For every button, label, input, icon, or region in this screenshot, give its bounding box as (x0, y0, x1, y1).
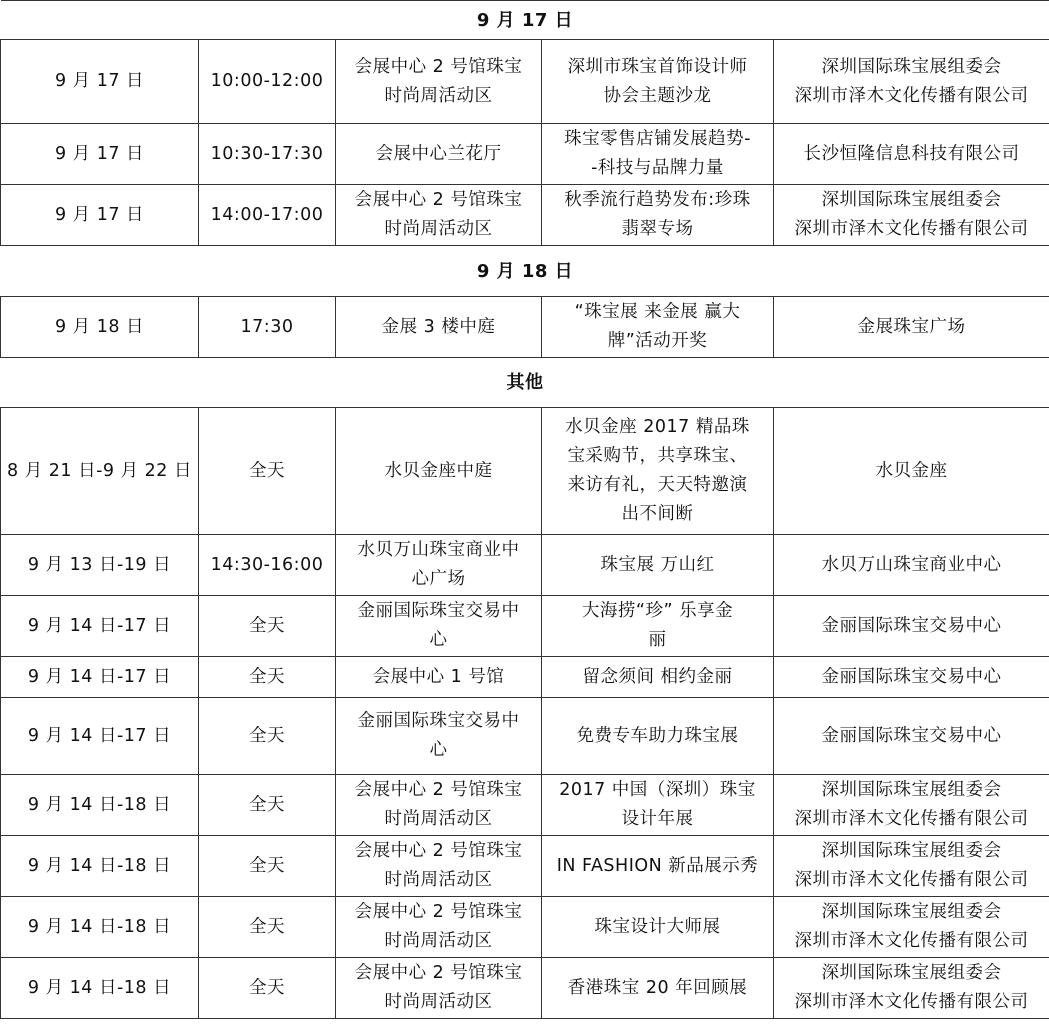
date-cell: 9 月 14 日-18 日 (1, 836, 199, 897)
event-line: 珠宝展 万山红 (600, 554, 715, 575)
date-cell: 9 月 14 日-17 日 (1, 657, 199, 698)
event-cell (542, 297, 774, 358)
venue-line: 金丽国际珠宝交易中 (357, 601, 520, 621)
time-cell: 全天 (199, 958, 336, 1019)
section-title: 9 月 17 日 (1, 1, 1049, 40)
event-cell (542, 408, 774, 535)
date-cell: 9 月 14 日-17 日 (1, 698, 199, 775)
date-cell: 9 月 14 日-18 日 (1, 775, 199, 836)
table-row (1, 897, 1049, 958)
table-row (1, 535, 1049, 596)
venue-line: 时尚周活动区 (384, 85, 493, 106)
event-cell (542, 185, 774, 246)
section-header-row (1, 358, 1049, 408)
organizer-line: 长沙恒隆信息科技有限公司 (803, 143, 1020, 164)
venue-cell (336, 775, 542, 836)
organizer-cell (774, 698, 1049, 775)
event-cell (542, 897, 774, 958)
date-cell: 9 月 17 日 (1, 124, 199, 185)
table-row (1, 775, 1049, 836)
organizer-line: 金丽国际珠宝交易中心 (821, 725, 1002, 746)
time-cell: 全天 (199, 596, 336, 657)
organizer-cell (774, 775, 1049, 836)
organizer-line: 深圳市泽木文化传播有限公司 (794, 931, 1029, 951)
date-cell: 8 月 21 日-9 月 22 日 (1, 408, 199, 535)
event-line: 免费专车助力珠宝展 (576, 725, 739, 746)
venue-cell (336, 535, 542, 596)
venue-line: 水贝金座中庭 (384, 460, 493, 481)
organizer-line: 金丽国际珠宝交易中心 (821, 666, 1002, 687)
time-cell: 14:30-16:00 (199, 535, 336, 596)
event-line: 深圳市珠宝首饰设计师 (567, 56, 748, 77)
table-row (1, 596, 1049, 657)
event-line: 翡翠专场 (621, 219, 694, 239)
organizer-line: 深圳国际珠宝展组委会 (821, 841, 1002, 861)
venue-line: 会展中心 2 号馆珠宝 (354, 56, 523, 77)
event-line: IN FASHION 新品展示秀 (556, 855, 759, 876)
time-cell: 全天 (199, 698, 336, 775)
event-cell (542, 657, 774, 698)
organizer-line: 深圳市泽木文化传播有限公司 (794, 809, 1029, 829)
venue-line: 金展 3 楼中庭 (381, 316, 496, 337)
venue-line: 时尚周活动区 (384, 931, 493, 951)
venue-cell (336, 297, 542, 358)
event-cell (542, 836, 774, 897)
venue-cell (336, 958, 542, 1019)
event-line: 牌”活动开奖 (607, 331, 708, 351)
venue-line: 会展中心兰花厅 (375, 143, 502, 164)
time-cell: 17:30 (199, 297, 336, 358)
schedule-body (1, 1, 1049, 1019)
event-line: 来访有礼，天天特邀演 (567, 475, 748, 495)
time-cell: 全天 (199, 775, 336, 836)
date-cell: 9 月 17 日 (1, 185, 199, 246)
venue-line: 时尚周活动区 (384, 870, 493, 890)
organizer-line: 深圳市泽木文化传播有限公司 (794, 85, 1029, 106)
venue-line: 会展中心 2 号馆珠宝 (354, 780, 523, 800)
event-cell (542, 40, 774, 124)
date-cell: 9 月 14 日-17 日 (1, 596, 199, 657)
event-line: 宝采购节，共享珠宝、 (567, 446, 748, 466)
date-cell: 9 月 14 日-18 日 (1, 958, 199, 1019)
organizer-line: 金丽国际珠宝交易中心 (821, 615, 1002, 636)
event-line: 珠宝零售店铺发展趋势- (564, 129, 751, 149)
time-cell: 14:00-17:00 (199, 185, 336, 246)
organizer-cell (774, 657, 1049, 698)
venue-cell (336, 698, 542, 775)
organizer-cell (774, 408, 1049, 535)
organizer-line: 深圳国际珠宝展组委会 (821, 902, 1002, 922)
event-line: 2017 中国（深圳）珠宝 (559, 780, 756, 800)
organizer-line: 水贝万山珠宝商业中心 (821, 554, 1002, 575)
event-line: 出不间断 (621, 504, 694, 524)
organizer-line: 深圳国际珠宝展组委会 (821, 780, 1002, 800)
section-title: 其他 (1, 358, 1049, 408)
event-line: -科技与品牌力量 (591, 158, 724, 178)
event-line: 丽 (648, 630, 667, 650)
event-line: 香港珠宝 20 年回顾展 (567, 977, 748, 998)
table-row (1, 958, 1049, 1019)
organizer-cell (774, 124, 1049, 185)
organizer-line: 深圳市泽木文化传播有限公司 (794, 992, 1029, 1012)
venue-line: 时尚周活动区 (384, 992, 493, 1012)
event-line: 水贝金座 2017 精品珠 (565, 417, 750, 437)
venue-line: 会展中心 1 号馆 (372, 666, 505, 687)
table-row (1, 297, 1049, 358)
table-row (1, 657, 1049, 698)
time-cell: 全天 (199, 897, 336, 958)
section-header-row (1, 246, 1049, 297)
organizer-cell (774, 897, 1049, 958)
venue-line: 时尚周活动区 (384, 219, 493, 239)
venue-cell (336, 596, 542, 657)
venue-line: 水贝万山珠宝商业中 (357, 540, 520, 560)
table-row (1, 698, 1049, 775)
table-row (1, 836, 1049, 897)
event-line: 秋季流行趋势发布:珍珠 (564, 190, 751, 210)
time-cell: 10:30-17:30 (199, 124, 336, 185)
event-line: 大海捞“珍” 乐享金 (581, 601, 734, 621)
venue-cell (336, 657, 542, 698)
venue-line: 会展中心 2 号馆珠宝 (354, 841, 523, 861)
time-cell: 全天 (199, 836, 336, 897)
organizer-line: 深圳国际珠宝展组委会 (821, 56, 1002, 77)
event-line: 协会主题沙龙 (603, 85, 712, 106)
organizer-cell (774, 958, 1049, 1019)
organizer-line: 水贝金座 (875, 460, 948, 481)
section-header-row (1, 1, 1049, 40)
organizer-line: 深圳国际珠宝展组委会 (821, 190, 1002, 210)
venue-line: 心 (429, 740, 448, 760)
event-cell (542, 958, 774, 1019)
event-cell (542, 698, 774, 775)
date-cell: 9 月 18 日 (1, 297, 199, 358)
event-line: “珠宝展 来金展 赢大 (574, 302, 741, 322)
venue-line: 时尚周活动区 (384, 809, 493, 829)
venue-line: 金丽国际珠宝交易中 (357, 711, 520, 731)
organizer-cell (774, 297, 1049, 358)
date-cell: 9 月 13 日-19 日 (1, 535, 199, 596)
venue-cell (336, 40, 542, 124)
venue-line: 会展中心 2 号馆珠宝 (354, 902, 523, 922)
event-line: 留念须间 相约金丽 (582, 666, 733, 687)
venue-line: 心广场 (411, 569, 466, 589)
organizer-line: 深圳市泽木文化传播有限公司 (794, 870, 1029, 890)
event-cell (542, 596, 774, 657)
venue-cell (336, 897, 542, 958)
venue-line: 会展中心 2 号馆珠宝 (354, 190, 523, 210)
venue-cell (336, 185, 542, 246)
event-cell (542, 535, 774, 596)
time-cell: 全天 (199, 408, 336, 535)
event-line: 珠宝设计大师展 (594, 916, 721, 937)
event-cell (542, 124, 774, 185)
venue-line: 会展中心 2 号馆珠宝 (354, 963, 523, 983)
table-row (1, 40, 1049, 124)
date-cell: 9 月 14 日-18 日 (1, 897, 199, 958)
section-title: 9 月 18 日 (1, 246, 1049, 297)
event-cell (542, 775, 774, 836)
organizer-line: 金展珠宝广场 (857, 316, 966, 337)
organizer-line: 深圳国际珠宝展组委会 (821, 963, 1002, 983)
table-row (1, 408, 1049, 535)
organizer-cell (774, 836, 1049, 897)
time-cell: 全天 (199, 657, 336, 698)
organizer-cell (774, 40, 1049, 124)
time-cell: 10:00-12:00 (199, 40, 336, 124)
table-row (1, 185, 1049, 246)
table-row (1, 124, 1049, 185)
organizer-cell (774, 185, 1049, 246)
venue-cell (336, 124, 542, 185)
organizer-cell (774, 535, 1049, 596)
venue-cell (336, 408, 542, 535)
date-cell: 9 月 17 日 (1, 40, 199, 124)
organizer-cell (774, 596, 1049, 657)
venue-line: 心 (429, 630, 448, 650)
event-line: 设计年展 (621, 809, 694, 829)
organizer-line: 深圳市泽木文化传播有限公司 (794, 219, 1029, 239)
venue-cell (336, 836, 542, 897)
